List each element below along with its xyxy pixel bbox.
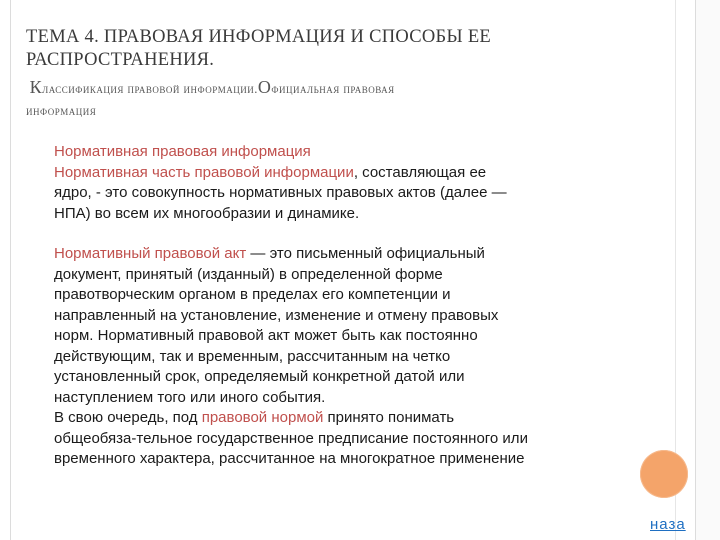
subtitle-o-cap: О: [257, 77, 272, 97]
decorative-circle: [640, 450, 688, 498]
term-normative-part: Нормативная часть правовой информации: [54, 163, 354, 181]
paragraph-2-line-5: норм. Нормативный правовой акт может быть как постоянно: [54, 327, 478, 344]
right-margin: [696, 0, 720, 540]
paragraph-2-line-8: наступлением того или иного события.: [54, 388, 326, 406]
paragraph-1-line-3: НПА) во всем их многообразии и динамике.: [54, 204, 360, 222]
slide-subtitle: [26, 76, 666, 122]
paragraph-1: [54, 142, 624, 224]
subtitle-k-cap: К: [29, 77, 43, 97]
paragraph-3-line-3: временного характера, рассчитанное на многократное применение: [54, 450, 525, 467]
title-line-1: ТЕМА 4. ПРАВОВАЯ ИНФОРМАЦИЯ И СПОСОБЫ ЕЕ: [26, 27, 492, 47]
paragraph-2-line-6: действующим, так и временным, рассчитанным на четко: [54, 347, 451, 365]
subtitle-k-rest: лассификация правовой информации.: [42, 82, 258, 96]
paragraph-1-line-2: ядро, - это совокупность нормативных правовых актов (далее —: [54, 184, 507, 201]
title-line-2: РАСПРОСТРАНЕНИЯ.: [26, 50, 215, 70]
heading-normative-info: Нормативная правовая информация: [54, 143, 311, 160]
term-normative-act: Нормативный правовой акт: [54, 245, 247, 262]
paragraph-3-line-1: принято понимать: [323, 409, 455, 426]
paragraph-2-line-4: направленный на установление, изменение и отмену правовых: [54, 306, 499, 324]
paragraph-1-line-1: , составляющая ее: [353, 163, 487, 181]
paragraph-3-start: В свою очередь, под: [54, 409, 202, 426]
subtitle-o-rest: фициальная правовая: [271, 82, 395, 96]
paragraph-2-line-7: установленный срок, определяемый конкретной датой или: [54, 368, 465, 385]
paragraph-2-line-2: документ, принятый (изданный) в определенной форме: [54, 265, 443, 283]
term-legal-norm: правовой нормой: [201, 409, 324, 426]
paragraph-2-line-3: правотворческим органом в пределах его компетенции и: [54, 286, 451, 303]
paragraph-2-line-1: — это письменный официальный: [246, 245, 485, 262]
slide-title: [26, 26, 666, 72]
paragraph-3-line-2: общеобяза-тельное государственное предписание постоянного или: [54, 429, 528, 447]
slide-body: [54, 142, 624, 470]
paragraph-2: [54, 244, 624, 408]
paragraph-3: [54, 408, 624, 470]
back-link[interactable]: наза: [650, 516, 686, 533]
subtitle-line-2: информация: [26, 104, 97, 118]
